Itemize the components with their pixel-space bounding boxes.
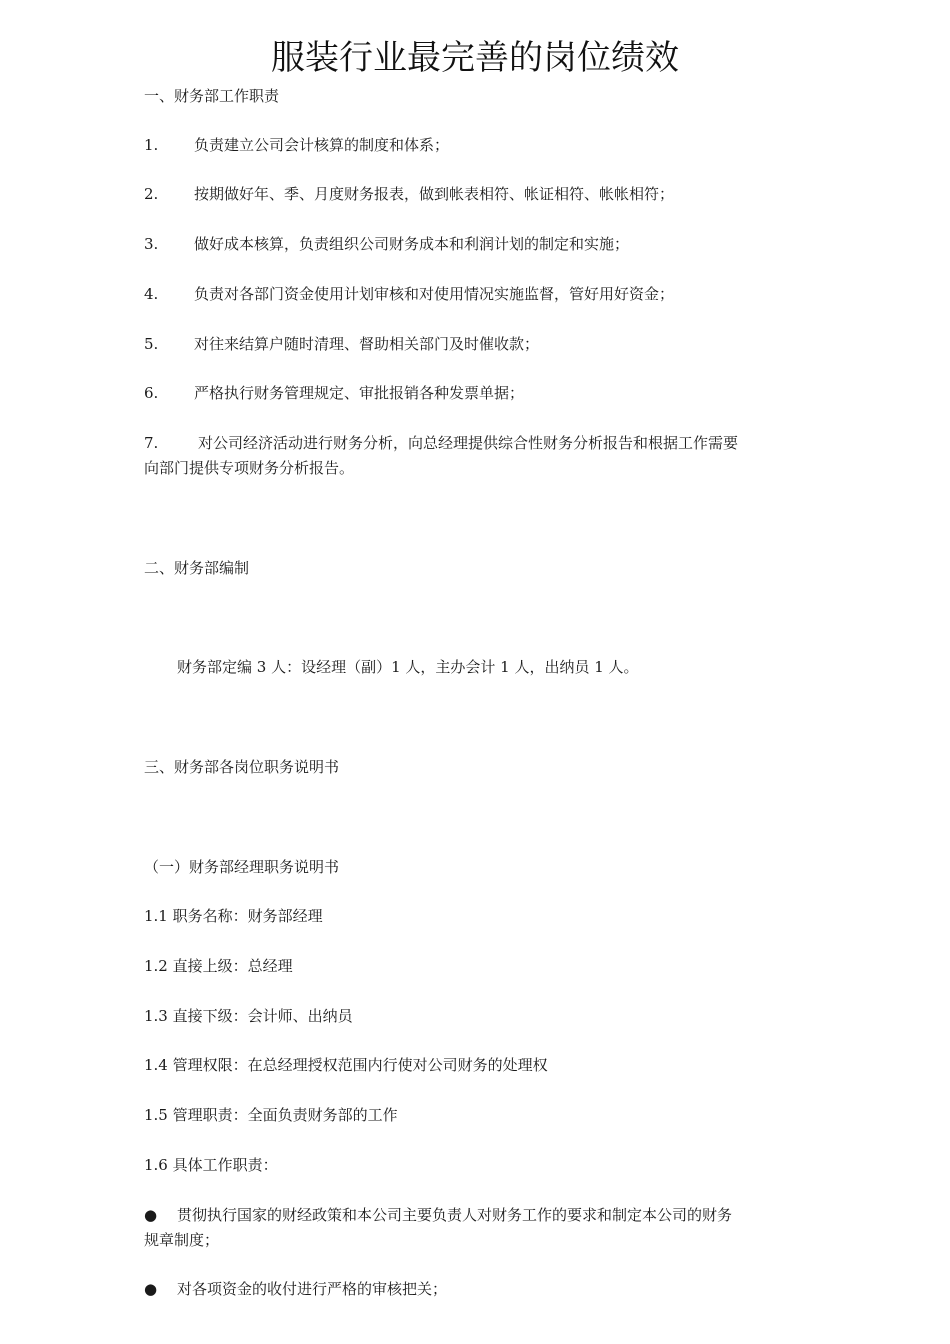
section1-heading: 一、财务部工作职责 <box>144 87 280 105</box>
item-text: 按期做好年、季、月度财务报表，做到帐表相符、帐证相符、帐帐相符； <box>194 185 675 203</box>
item-number: 7. <box>144 434 159 452</box>
item-number: 3. <box>144 235 159 253</box>
bullet-continuation: 规章制度； <box>144 1231 220 1249</box>
item-number: 1. <box>144 136 159 154</box>
list-item: 1.4 管理权限：在总经理授权范围内行使对公司财务的处理权 <box>144 1056 548 1074</box>
list-item <box>144 282 674 306</box>
item-number: 2. <box>144 185 159 203</box>
list-item-continuation: 向部门提供专项财务分析报告。 <box>144 459 355 477</box>
section3-heading: 三、财务部各岗位职务说明书 <box>144 758 340 776</box>
list-item <box>144 182 674 206</box>
bullet-icon: ● <box>144 1206 158 1224</box>
item-text: 严格执行财务管理规定、审批报销各种发票单据； <box>194 384 525 402</box>
bullet-item <box>144 1277 447 1301</box>
list-item: 1.1 职务名称：财务部经理 <box>144 907 323 925</box>
list-item <box>144 332 539 356</box>
list-item: 1.2 直接上级：总经理 <box>144 957 293 975</box>
bullet-text: 贯彻执行国家的财经政策和本公司主要负责人对财务工作的要求和制定本公司的财务 <box>177 1206 733 1224</box>
bullet-icon: ● <box>144 1280 158 1298</box>
list-item <box>144 381 524 405</box>
section3-subheading: （一）财务部经理职务说明书 <box>144 858 340 876</box>
item-text: 负责对各部门资金使用计划审核和对使用情况实施监督，管好用好资金； <box>194 285 675 303</box>
item-text: 负责建立公司会计核算的制度和体系； <box>194 136 450 154</box>
page-title: 服装行业最完善的岗位绩效 <box>271 38 679 78</box>
list-item <box>144 431 738 455</box>
bullet-text: 对各项资金的收付进行严格的审核把关； <box>177 1280 448 1298</box>
item-text: 对往来结算户随时清理、督助相关部门及时催收款； <box>194 335 540 353</box>
list-item: 1.5 管理职责：全面负责财务部的工作 <box>144 1106 398 1124</box>
section2-body: 财务部定编 3 人：设经理（副）1 人，主办会计 1 人，出纳员 1 人。 <box>177 658 639 676</box>
item-number: 5. <box>144 335 159 353</box>
list-item <box>144 232 629 256</box>
list-item: 1.3 直接下级：会计师、出纳员 <box>144 1007 353 1025</box>
item-text: 对公司经济活动进行财务分析，向总经理提供综合性财务分析报告和根据工作需要 <box>198 434 739 452</box>
item-number: 6. <box>144 384 159 402</box>
list-item <box>144 133 449 157</box>
item-number: 4. <box>144 285 159 303</box>
item-text: 做好成本核算，负责组织公司财务成本和利润计划的制定和实施； <box>194 235 630 253</box>
section2-heading: 二、财务部编制 <box>144 559 250 577</box>
bullet-item <box>144 1203 732 1227</box>
list-item: 1.6 具体工作职责： <box>144 1156 278 1174</box>
